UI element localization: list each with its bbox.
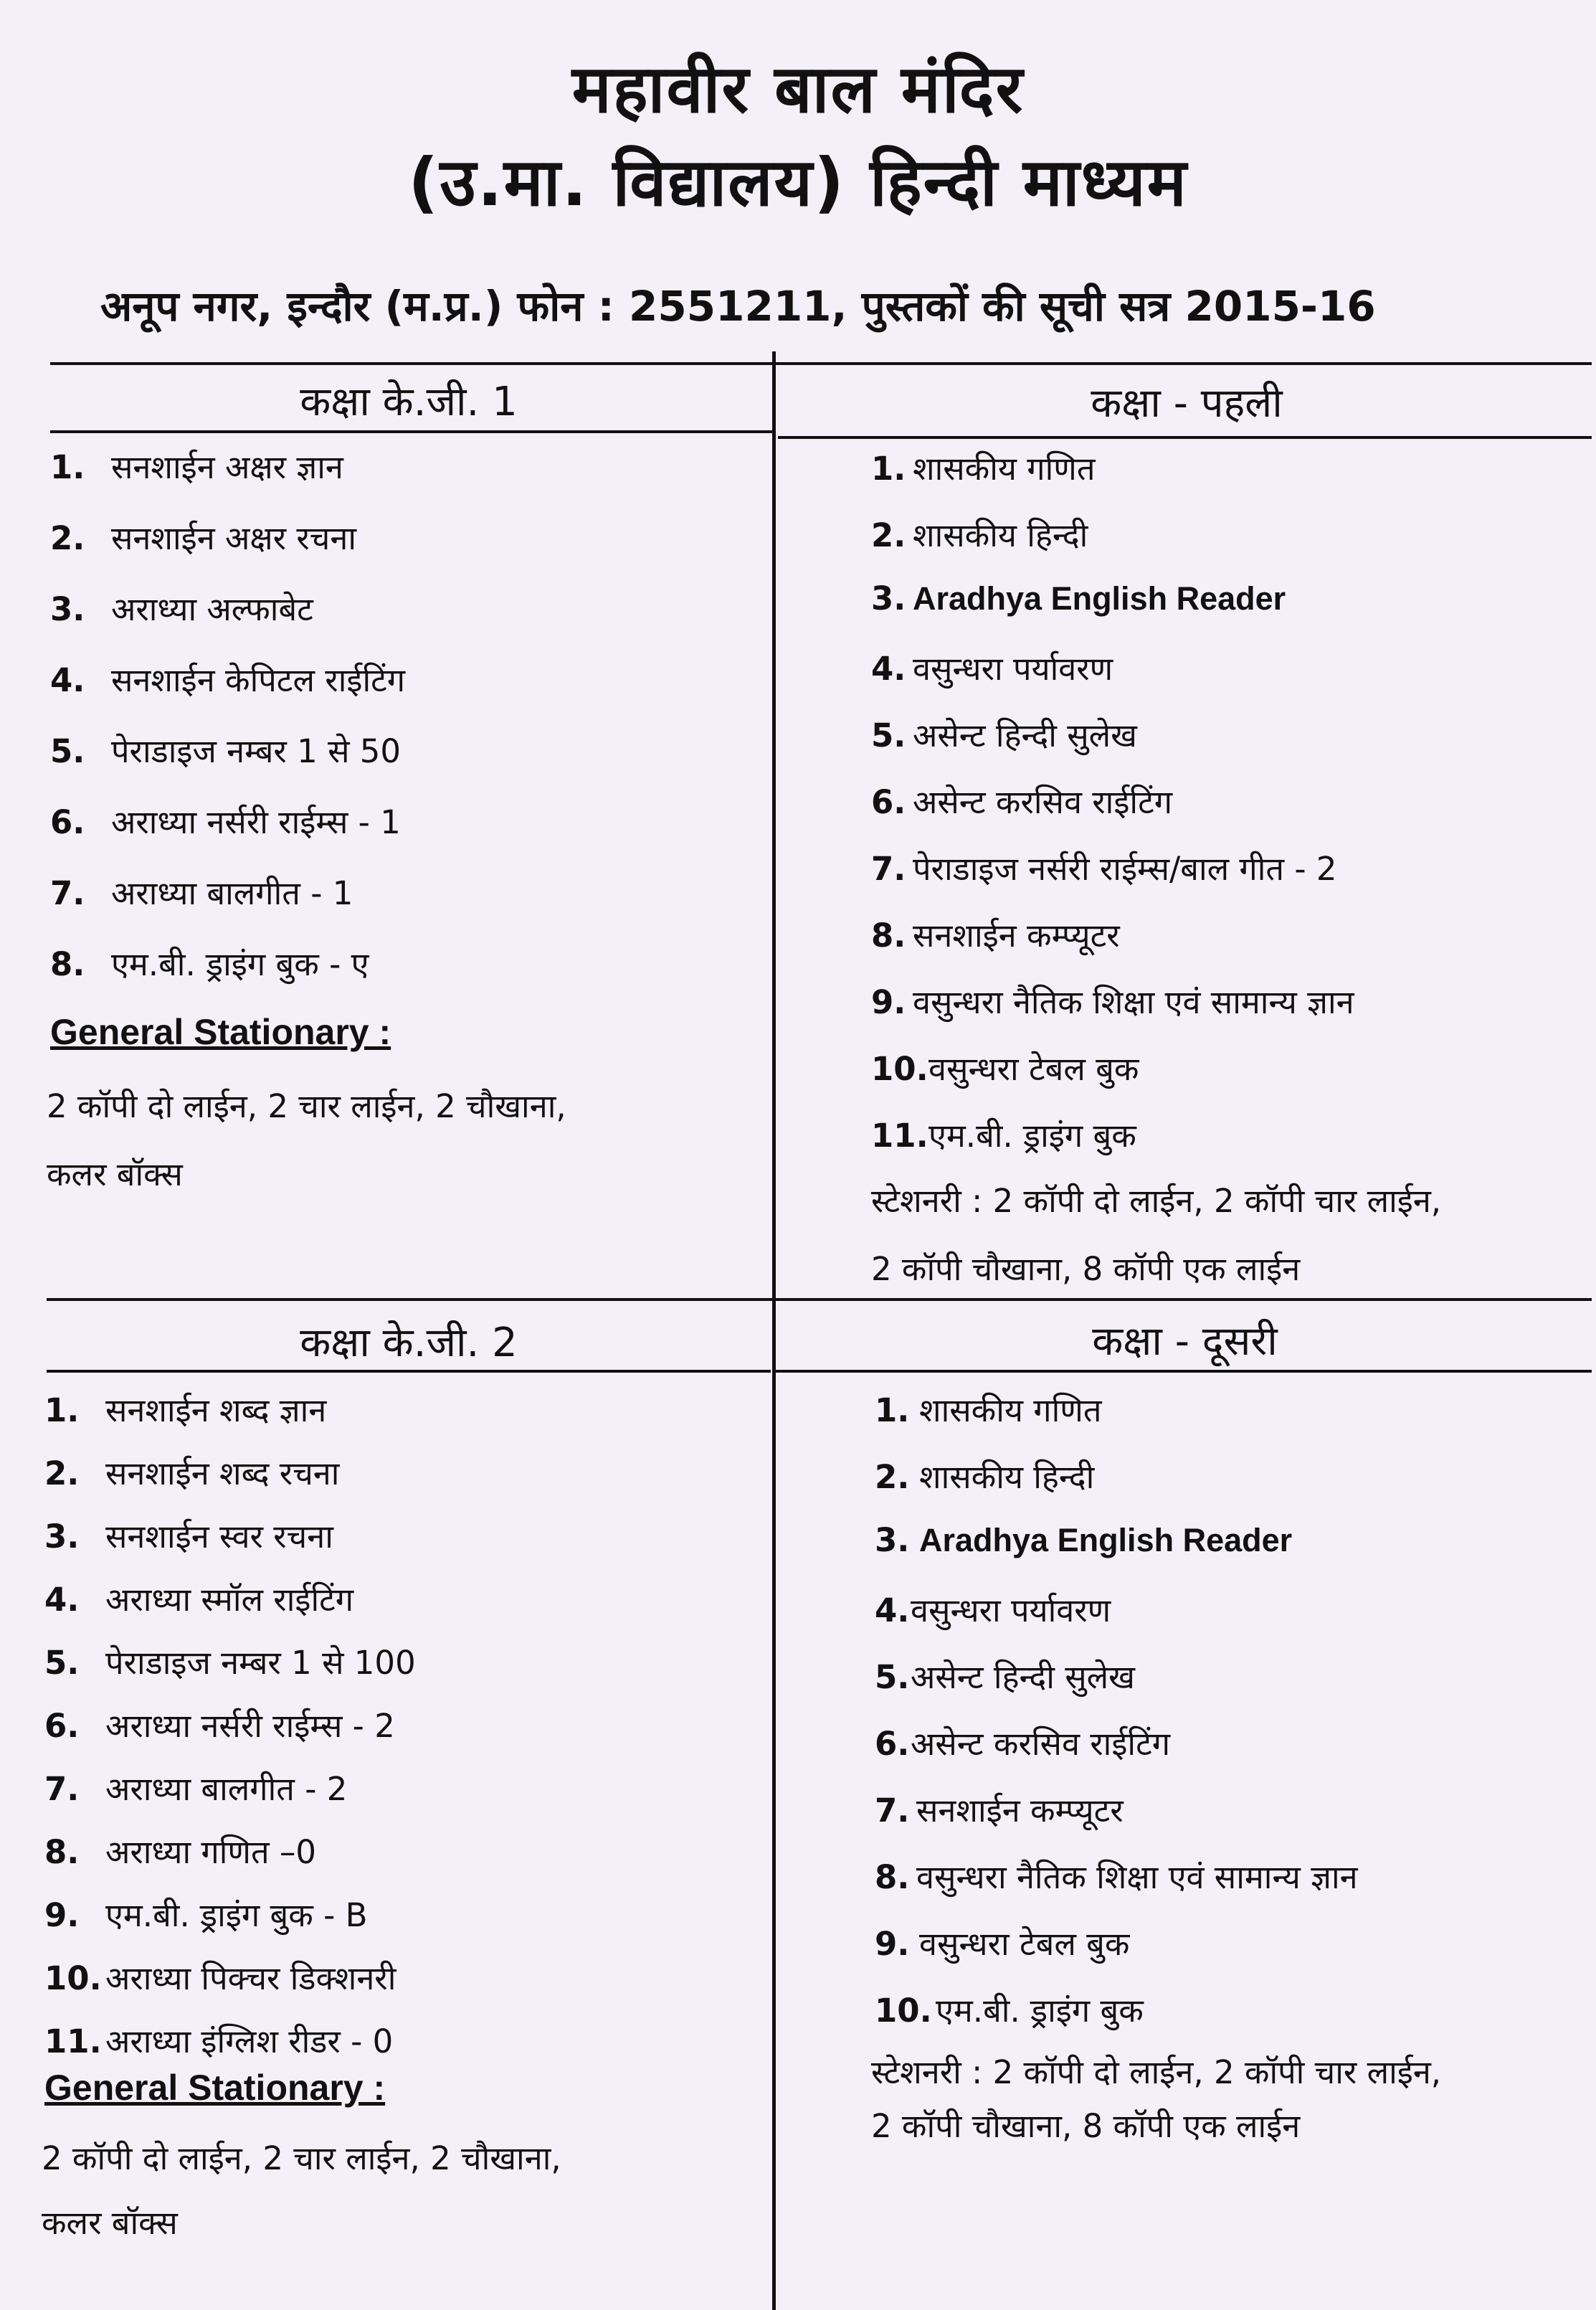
item-number: 7. [50,874,85,912]
item-text: पेराडाइज नर्सरी राईम्स/बाल गीत - 2 [913,850,1337,888]
class1-title: कक्षा - पहली [1091,380,1283,427]
list-item [875,1454,1358,1521]
item-number: 5. [871,716,906,754]
item-number: 6. [44,1707,80,1745]
item-text: शासकीय गणित [913,450,1096,488]
document-header [0,43,1596,229]
list-item [871,1113,1354,1180]
list-item [875,1988,1358,2045]
item-text: एम.बी. ड्राइंग बुक [928,1117,1136,1155]
item-text: पेराडाइज नम्बर 1 से 50 [111,732,402,770]
class2-stationary-line2: 2 कॉपी चौखाना, 8 कॉपी एक लाईन [871,2107,1301,2145]
item-text: असेन्ट हिन्दी सुलेख [913,716,1137,754]
list-item [871,846,1354,913]
item-number: 4. [875,1591,910,1629]
item-number: 5. [50,732,85,770]
item-text: सनशाईन स्वर रचना [105,1518,333,1556]
item-number: 3. [875,1521,910,1559]
list-item [875,1721,1358,1788]
list-item [871,646,1354,713]
list-item [50,800,405,871]
kg2-title: कक्षा के.जी. 2 [300,1320,518,1366]
item-number: 4. [44,1581,80,1619]
item-text: वसुन्धरा पर्यावरण [913,650,1113,688]
list-item [44,1829,416,1893]
item-number: 4. [871,650,906,688]
item-text: एम.बी. ड्राइंग बुक - B [105,1896,368,1934]
item-number: 8. [875,1858,910,1896]
item-number: 3. [871,579,906,617]
kg2-title-rule [47,1370,771,1373]
item-number: 9. [875,1925,910,1963]
item-number: 8. [44,1833,80,1871]
class2-book-list [875,1388,1358,2045]
list-item [44,1388,416,1451]
item-text: अराध्या स्मॉल राईटिंग [105,1581,354,1619]
list-item [50,871,405,942]
list-item [50,445,405,516]
list-item [50,658,405,729]
item-text: शासकीय हिन्दी [919,1458,1095,1496]
item-text: वसुन्धरा नैतिक शिक्षा एवं सामान्य ज्ञान [913,983,1354,1021]
item-number: 7. [871,850,906,888]
item-number: 7. [875,1791,910,1829]
item-text: सनशाईन शब्द ज्ञान [105,1391,327,1429]
item-number: 1. [875,1391,910,1429]
item-text: वसुन्धरा नैतिक शिक्षा एवं सामान्य ज्ञान [916,1858,1358,1896]
class2-title: कक्षा - दूसरी [1092,1318,1278,1365]
item-number: 6. [871,783,906,821]
item-number: 5. [44,1644,80,1682]
list-item [50,587,405,658]
item-text: अराध्या अल्फाबेट [111,590,313,628]
list-item [871,780,1354,846]
item-number: 10. [871,1050,928,1088]
item-text: असेन्ट करसिव राईटिंग [911,1725,1171,1763]
item-text: सनशाईन अक्षर ज्ञान [111,448,343,486]
list-item [44,1766,416,1829]
item-text: Aradhya English Reader [913,580,1286,617]
item-number: 2. [44,1454,80,1492]
item-number: 11. [44,2022,102,2060]
item-number: 1. [44,1391,80,1429]
list-item [44,1893,416,1956]
middle-rule [47,1298,1592,1301]
item-text: Aradhya English Reader [919,1522,1293,1558]
list-item [875,1855,1358,1921]
item-number: 2. [871,516,906,554]
item-number: 2. [875,1458,910,1496]
item-number: 6. [50,803,85,841]
item-number: 3. [50,590,85,628]
item-text: सनशाईन कम्प्यूटर [916,1791,1124,1829]
item-text: असेन्ट हिन्दी सुलेख [911,1658,1135,1696]
list-item [44,1956,416,2019]
item-number: 8. [50,945,85,983]
item-text: सनशाईन कम्प्यूटर [913,917,1120,955]
school-name: महावीर बाल मंदिर [571,51,1025,128]
item-text: सनशाईन शब्द रचना [105,1454,340,1492]
item-number: 6. [875,1725,910,1763]
list-item [44,1451,416,1514]
class2-stationary-line1: स्टेशनरी : 2 कॉपी दो लाईन, 2 कॉपी चार लाईन, [871,2053,1442,2091]
item-text: अराध्या नर्सरी राईम्स - 2 [105,1707,395,1745]
item-text: एम.बी. ड्राइंग बुक - ए [111,945,369,983]
kg1-stationary-line1: 2 कॉपी दो लाईन, 2 चार लाईन, 2 चौखाना, [47,1087,566,1125]
list-item [871,913,1354,980]
kg1-book-list [50,445,405,1000]
kg1-title-rule [50,430,774,433]
item-number: 1. [871,450,906,488]
item-text: अराध्या इंग्लिश रीडर - 0 [105,2022,394,2060]
list-item [44,1703,416,1766]
item-number: 8. [871,917,906,955]
list-item [44,1577,416,1640]
item-text: एम.बी. ड्राइंग बुक [936,1992,1144,2030]
item-text: असेन्ट करसिव राईटिंग [913,783,1173,821]
item-number: 10. [875,1992,932,2030]
item-text: वसुन्धरा टेबल बुक [919,1925,1130,1963]
list-item [50,942,405,1000]
kg1-stationary-heading: General Stationary : [50,1012,391,1052]
list-item [871,1046,1354,1113]
school-subtitle: (उ.मा. विद्यालय) हिन्दी माध्यम [408,144,1188,221]
item-text: वसुन्धरा पर्यावरण [911,1591,1111,1629]
item-text: अराध्या पिक्चर डिक्शनरी [105,1959,396,1997]
list-item [871,579,1354,646]
item-number: 2. [50,519,85,557]
class1-stationary-line1: स्टेशनरी : 2 कॉपी दो लाईन, 2 कॉपी चार लाईन, [871,1182,1442,1220]
list-item [875,1388,1358,1454]
list-item [44,1514,416,1577]
item-number: 3. [44,1518,80,1556]
item-text: शासकीय गणित [919,1391,1102,1429]
item-number: 9. [871,983,906,1021]
top-rule [50,362,1592,365]
list-item [871,713,1354,780]
item-text: अराध्या बालगीत - 2 [105,1770,348,1808]
list-item [50,516,405,587]
item-text: अराध्या गणित –0 [105,1833,317,1871]
item-text: अराध्या नर्सरी राईम्स - 1 [111,803,401,841]
item-number: 9. [44,1896,80,1934]
item-number: 4. [50,661,85,699]
item-number: 5. [875,1658,910,1696]
list-item [875,1588,1358,1655]
item-text: सनशाईन अक्षर रचना [111,519,356,557]
item-text: अराध्या बालगीत - 1 [111,874,353,912]
kg1-stationary-line2: कलर बॉक्स [47,1155,183,1193]
item-text: सनशाईन केपिटल राईटिंग [111,661,406,699]
list-item [50,729,405,800]
class2-title-rule [774,1370,1592,1373]
list-item [871,980,1354,1046]
kg2-book-list [44,1388,416,2076]
list-item [871,446,1354,513]
list-item [875,1921,1358,1988]
kg2-stationary-heading: General Stationary : [44,2068,386,2108]
address-line: अनूप नगर, इन्दौर (म.प्र.) फोन : 2551211, पुस्तकों की सूची सत्र 2015-16 [100,282,1376,331]
item-number: 10. [44,1959,102,1997]
list-item [875,1521,1358,1588]
class1-book-list [871,446,1354,1180]
item-text: वसुन्धरा टेबल बुक [928,1050,1139,1088]
kg1-title: कक्षा के.जी. 1 [300,379,518,425]
item-text: पेराडाइज नम्बर 1 से 100 [105,1644,416,1682]
item-number: 7. [44,1770,80,1808]
item-number: 1. [50,448,85,486]
list-item [875,1788,1358,1855]
class1-stationary-line2: 2 कॉपी चौखाना, 8 कॉपी एक लाईन [871,1250,1301,1288]
list-item [875,1655,1358,1721]
item-text: शासकीय हिन्दी [913,516,1088,554]
kg2-stationary-line2: कलर बॉक्स [42,2204,178,2242]
kg2-stationary-line1: 2 कॉपी दो लाईन, 2 चार लाईन, 2 चौखाना, [42,2139,561,2177]
column-divider [772,351,776,2310]
class1-title-rule [778,436,1592,439]
item-number: 11. [871,1117,928,1155]
list-item [871,513,1354,579]
list-item [44,1640,416,1703]
